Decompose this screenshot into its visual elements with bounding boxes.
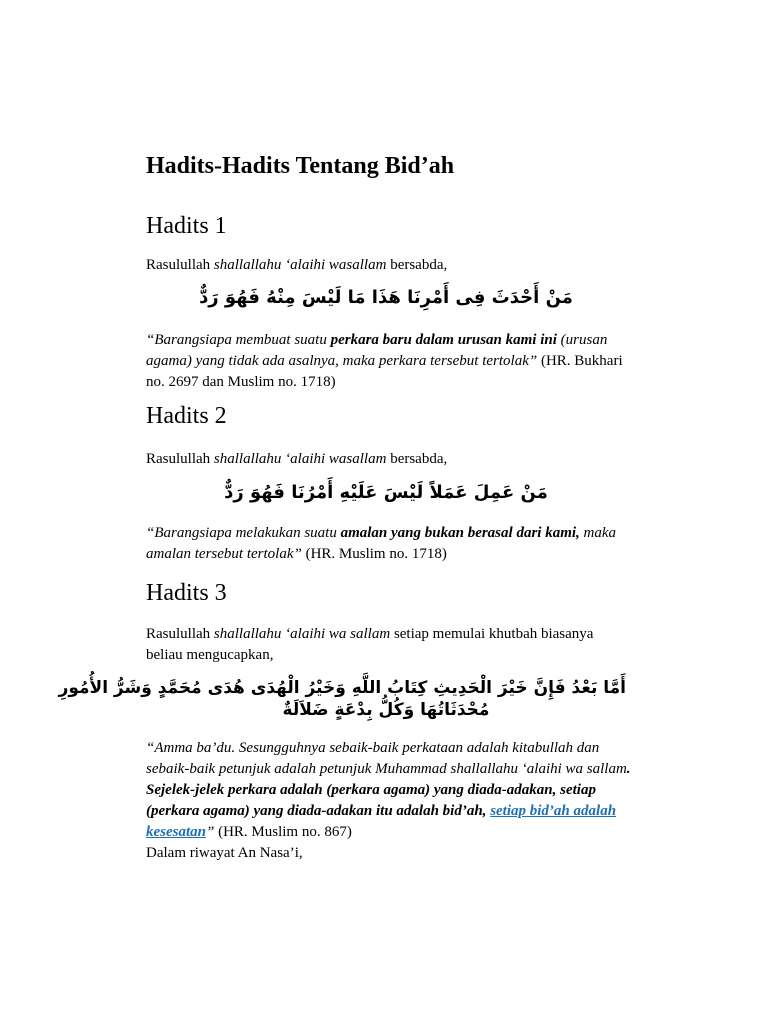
translation-emphasis: perkara baru dalam urusan kami ini xyxy=(330,332,557,348)
intro-honorific: shallallahu ‘alaihi wasallam xyxy=(213,257,387,273)
section-heading-hadits-1: Hadits 1 xyxy=(146,213,227,239)
bidah-kesesatan-link[interactable]: setiap bid’ah adalah kesesatan xyxy=(146,803,617,840)
translation-text: “Barangsiapa melakukan suatu xyxy=(146,525,341,541)
intro-text: Rasulullah xyxy=(146,626,214,642)
translation-text: “Barangsiapa membuat suatu xyxy=(146,332,331,348)
intro-text: bersabda, xyxy=(386,451,448,467)
section-3-translation xyxy=(146,738,631,843)
section-3-arabic-text xyxy=(58,677,626,721)
hadith-reference: (HR. Bukhari no. 2697 dan Muslim no. 1718) xyxy=(146,353,623,390)
section-heading-hadits-3: Hadits 3 xyxy=(146,580,227,606)
translation-text: (urusan agama) yang tidak ada asalnya, maka perkara tersebut tertolak” xyxy=(146,332,608,369)
section-heading-hadits-2: Hadits 2 xyxy=(146,403,227,429)
intro-honorific: shallallahu ‘alaihi wa sallam xyxy=(213,626,391,642)
section-1-translation xyxy=(146,330,631,393)
arabic-line: مُحْدَثَاتُهَا وَكُلُّ بِدْعَةٍ ضَلاَلَةٌ xyxy=(282,700,490,720)
arabic-line: أَمَّا بَعْدُ فَإِنَّ خَيْرَ الْحَدِيثِ كِتَابُ اللَّهِ وَخَيْرُ الْهُدَى هُدَى مُحَمَّدٍ وَشَرُّ الأُمُورِ xyxy=(58,678,626,698)
section-2-intro xyxy=(146,449,631,470)
intro-text: Rasulullah xyxy=(146,257,214,273)
intro-honorific: shallallahu ‘alaihi wasallam xyxy=(213,451,387,467)
intro-text: Rasulullah xyxy=(146,451,214,467)
translation-emphasis: . Sejelek-jelek perkara adalah (perkara agama) yang diada-adakan, setiap (perkara agama) yang diada-adakan itu adalah bid’ah, xyxy=(146,761,631,819)
translation-text: “Amma ba’du. Sesungguhnya sebaik-baik perkataan adalah kitabullah dan sebaik-baik petunjuk adalah petunjuk Muhammad shallallahu ‘alaihi wa sallam xyxy=(146,740,627,777)
section-2-arabic-text: مَنْ عَمِلَ عَمَلاً لَيْسَ عَلَيْهِ أَمْرُنَا فَهُوَ رَدٌّ xyxy=(224,482,548,503)
translation-text: ” xyxy=(206,824,215,840)
section-1-intro xyxy=(146,255,631,276)
document-title: Hadits-Hadits Tentang Bid’ah xyxy=(146,153,455,179)
section-2-translation xyxy=(146,523,631,565)
translation-emphasis: amalan yang bukan berasal dari kami, xyxy=(340,525,580,541)
hadith-reference: (HR. Muslim no. 1718) xyxy=(301,546,447,562)
section-3-intro xyxy=(146,624,631,666)
closing-line: Dalam riwayat An Nasa’i, xyxy=(146,845,303,861)
hadith-reference: (HR. Muslim no. 867) xyxy=(214,824,352,840)
section-1-arabic-text: مَنْ أَحْدَثَ فِى أَمْرِنَا هَذَا مَا لَيْسَ مِنْهُ فَهُوَ رَدٌّ xyxy=(199,287,573,308)
intro-text: setiap memulai khutbah biasanya beliau mengucapkan, xyxy=(146,626,594,663)
intro-text: bersabda, xyxy=(386,257,448,273)
translation-text: maka amalan tersebut tertolak” xyxy=(146,525,617,562)
